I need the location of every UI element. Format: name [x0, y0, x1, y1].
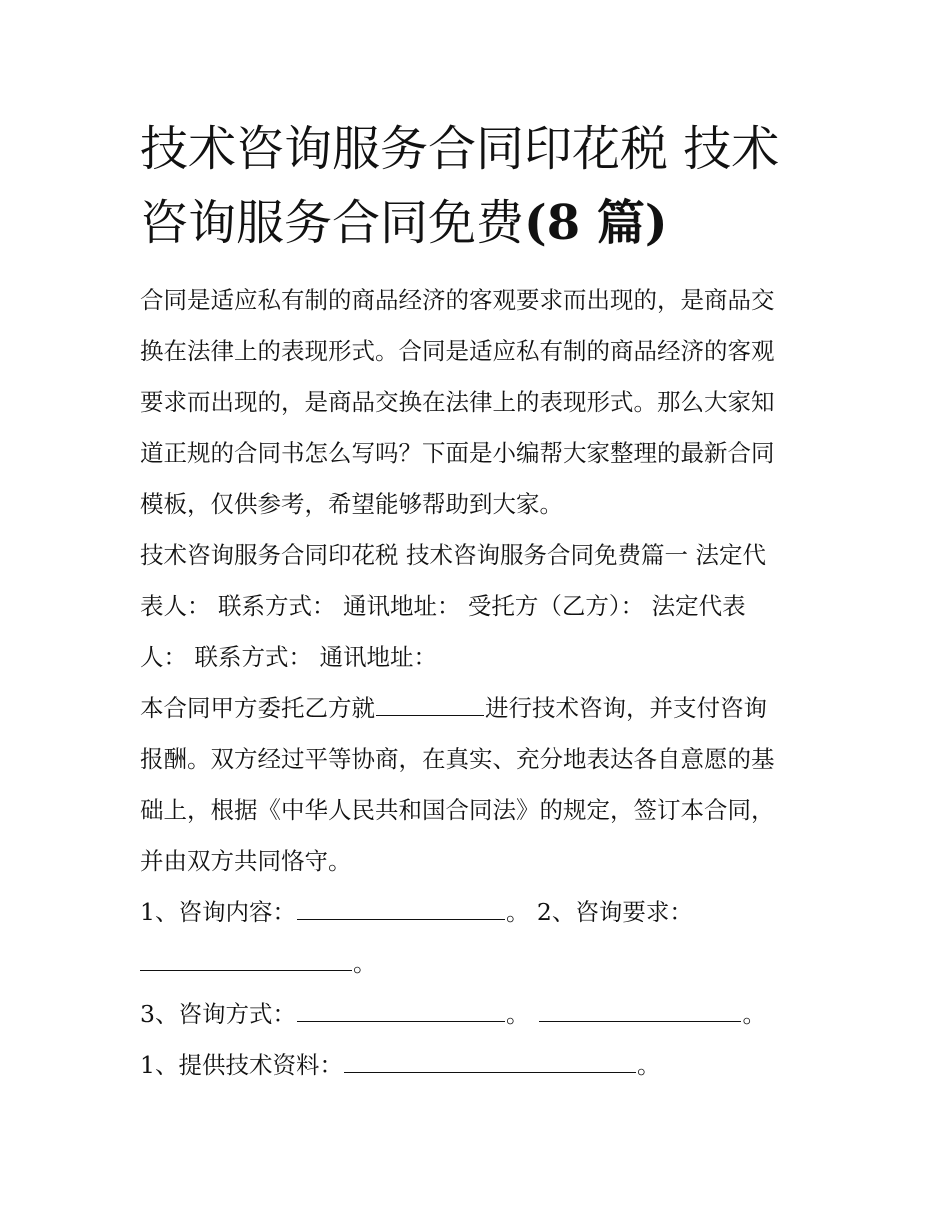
clause-label: 1、提供技术资料： [140, 1051, 343, 1079]
document-title [140, 112, 830, 260]
clause-label: 2、咨询要求： [529, 898, 693, 926]
clause-punct: 。 [636, 1051, 661, 1079]
clause-label: 3、咨询方式： [140, 1000, 296, 1028]
fill-in-blank[interactable] [344, 1050, 636, 1073]
section-heading-line: 表人： 联系方式： 通讯地址： 受托方（乙方）： 法定代表 [140, 592, 746, 620]
clause-punct: 。 [505, 898, 530, 926]
fill-in-blank[interactable] [376, 693, 484, 716]
body-paragraph-line: 并由双方共同恪守。 [140, 847, 352, 875]
body-paragraph-line: 础上，根据《中华人民共和国合同法》的规定，签订本合同， [140, 796, 775, 824]
intro-line: 模板，仅供参考，希望能够帮助到大家。 [140, 490, 563, 518]
clause-punct: 。 [353, 949, 377, 977]
intro-line: 道正规的合同书怎么写吗？下面是小编帮大家整理的最新合同 [140, 439, 775, 467]
clause-punct: 。 [505, 1000, 530, 1028]
clause-item [140, 948, 377, 978]
body-text: 本合同甲方委托乙方就 [140, 694, 375, 722]
body-paragraph-line: 报酬。双方经过平等协商，在真实、充分地表达各自意愿的基 [140, 745, 775, 773]
title-count: (8 篇) [524, 195, 668, 251]
clause-punct: 。 [742, 1000, 766, 1028]
title-line-2: 咨询服务合同免费 [140, 195, 525, 251]
fill-in-blank[interactable] [297, 999, 505, 1022]
fill-in-blank[interactable] [140, 948, 352, 971]
clause-label: 1、咨询内容： [140, 898, 296, 926]
clause-item [140, 999, 766, 1029]
section-heading-line: 技术咨询服务合同印花税 技术咨询服务合同免费篇一 法定代 [140, 541, 766, 569]
section-heading-line: 人： 联系方式： 通讯地址： [140, 643, 437, 671]
intro-line: 合同是适应私有制的商品经济的客观要求而出现的，是商品交 [140, 286, 775, 314]
title-line-1: 技术咨询服务合同印花税 技术 [140, 121, 780, 177]
fill-in-blank[interactable] [297, 897, 505, 920]
intro-line: 要求而出现的，是商品交换在法律上的表现形式。那么大家知 [140, 388, 775, 416]
body-paragraph-line [140, 693, 767, 723]
body-text: 进行技术咨询，并支付咨询 [485, 694, 767, 722]
intro-line: 换在法律上的表现形式。合同是适应私有制的商品经济的客观 [140, 337, 775, 365]
clause-item [140, 1050, 660, 1080]
clause-item [140, 897, 693, 927]
fill-in-blank[interactable] [539, 999, 741, 1022]
